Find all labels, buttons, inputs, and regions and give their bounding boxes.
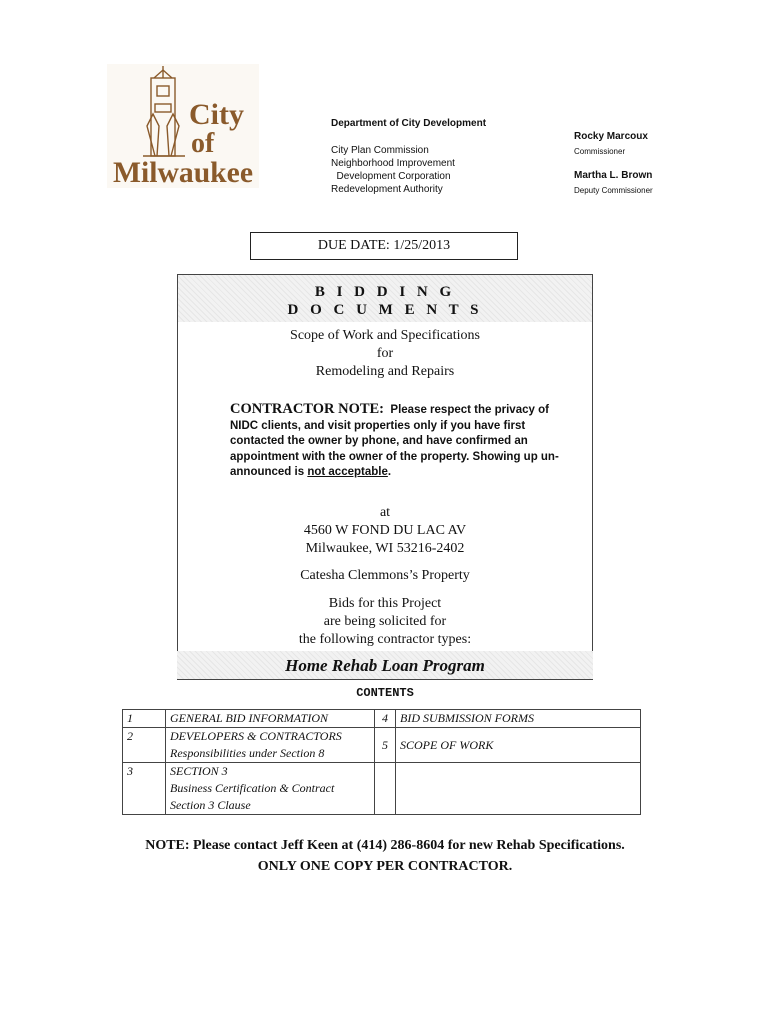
scope-line3: Remodeling and Repairs (315, 364, 455, 379)
at-text: at (379, 505, 391, 520)
scope-block (177, 327, 593, 381)
svg-text:of: of (191, 128, 215, 159)
toc-number: 4 (375, 710, 396, 728)
toc-entry-line: SECTION 3 (170, 764, 228, 778)
bidding-title-line1: B I D D I N G (314, 284, 456, 300)
address-line2: Milwaukee, WI 53216-2402 (305, 541, 465, 556)
department-name: Department of City Development (331, 118, 487, 129)
contractor-note-label: CONTRACTOR NOTE: (230, 401, 385, 417)
program-name: Home Rehab Loan Program (285, 656, 485, 675)
commissioner-title: Commissioner (574, 147, 626, 156)
bidding-header-band (178, 275, 592, 322)
toc-number: 2 (123, 728, 166, 763)
contractor-note-end: . (387, 466, 392, 478)
toc-number: 5 (375, 728, 396, 763)
toc-entry: GENERAL BID INFORMATION (166, 710, 375, 728)
program-band (177, 651, 593, 679)
solicit-line2: are being solicited for (323, 614, 447, 629)
division-item: Development Corporation (331, 171, 451, 182)
toc-number: 1 (123, 710, 166, 728)
toc-empty-cell (396, 763, 641, 815)
property-owner: Catesha Clemmons’s Property (300, 568, 470, 583)
svg-text:Milwaukee: Milwaukee (113, 156, 253, 188)
toc-entry (166, 728, 375, 763)
division-item: Redevelopment Authority (331, 184, 443, 195)
toc-entry-line: DEVELOPERS & CONTRACTORS (170, 729, 342, 743)
svg-text:City: City (189, 98, 244, 131)
toc-entry-line: Section 3 Clause (170, 798, 251, 812)
division-item: Neighborhood Improvement (331, 158, 455, 169)
toc-empty-cell (375, 763, 396, 815)
contents-table (122, 709, 641, 815)
department-divisions (331, 144, 455, 196)
toc-entry (166, 763, 375, 815)
bidding-title (178, 283, 592, 319)
toc-entry-line: Responsibilities under Section 8 (170, 746, 325, 760)
contractor-note-text: Please respect the privacy of NIDC clients, and visit properties only if you have first contacted the owner by phone, and have confirmed an appointment with the owner of the property. Showing up un-announced is (230, 404, 559, 478)
scope-line1: Scope of Work and Specifications (290, 328, 480, 343)
address-block (177, 504, 593, 558)
table-row (123, 728, 641, 763)
toc-number: 3 (123, 763, 166, 815)
contractor-note (230, 402, 575, 481)
due-date-box (250, 232, 518, 260)
due-date-text: DUE DATE: 1/25/2013 (317, 238, 451, 253)
scope-line2: for (376, 346, 394, 361)
table-row (123, 763, 641, 815)
bidding-title-line2: D O C U M E N T S (287, 302, 483, 318)
solicit-line1: Bids for this Project (328, 596, 442, 611)
solicit-line3: the following contractor types: (298, 632, 472, 647)
contents-heading: CONTENTS (356, 686, 414, 700)
toc-entry: BID SUBMISSION FORMS (396, 710, 641, 728)
toc-entry-line: Business Certification & Contract (170, 781, 335, 795)
deputy-commissioner-name: Martha L. Brown (574, 170, 653, 181)
solicitation-block (177, 595, 593, 649)
toc-entry: SCOPE OF WORK (396, 728, 641, 763)
deputy-commissioner-title: Deputy Commissioner (574, 186, 653, 195)
commissioner-name: Rocky Marcoux (574, 131, 648, 142)
division-item: City Plan Commission (331, 145, 429, 156)
footer-note-line1: NOTE: Please contact Jeff Keen at (414) 286-8604 for new Rehab Specifications. (145, 838, 625, 853)
contractor-note-emphasis: not acceptable (307, 466, 388, 478)
address-line1: 4560 W FOND DU LAC AV (303, 523, 467, 538)
city-of-milwaukee-logo (107, 64, 259, 188)
footer-note-line2: ONLY ONE COPY PER CONTRACTOR. (257, 859, 513, 874)
table-row (123, 710, 641, 728)
